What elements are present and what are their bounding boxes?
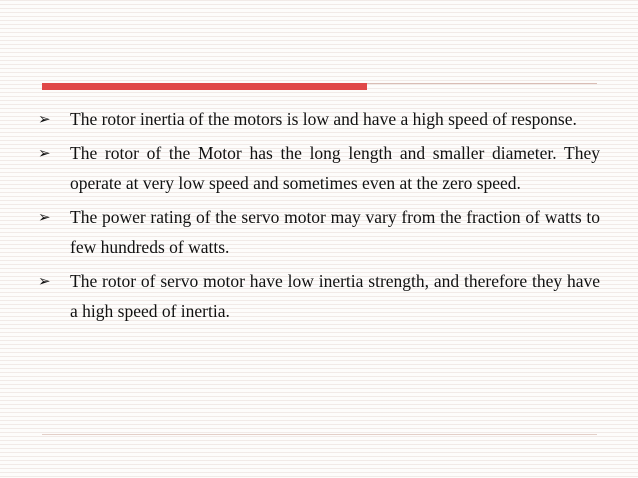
bullet-text: The rotor inertia of the motors is low and have a high speed of response. xyxy=(70,109,577,129)
bullet-text: The rotor of the Motor has the long length and smaller diameter. They operate at very low speed and sometimes even at the zero speed. xyxy=(70,143,600,193)
bullet-list xyxy=(38,104,600,330)
bullet-item xyxy=(38,202,600,262)
arrowhead-right-icon: ➢ xyxy=(38,208,51,226)
arrowhead-right-icon: ➢ xyxy=(38,110,51,128)
bullet-item xyxy=(38,104,600,134)
bullet-text: The power rating of the servo motor may vary from the fraction of watts to few hundreds of watts. xyxy=(70,207,600,257)
header-accent-bar xyxy=(42,83,367,90)
bullet-item xyxy=(38,266,600,326)
footer-divider-line xyxy=(42,434,597,435)
bullet-text: The rotor of servo motor have low inertia strength, and therefore they have a high speed of inertia. xyxy=(70,271,600,321)
bullet-item xyxy=(38,138,600,198)
arrowhead-right-icon: ➢ xyxy=(38,144,51,162)
arrowhead-right-icon: ➢ xyxy=(38,272,51,290)
